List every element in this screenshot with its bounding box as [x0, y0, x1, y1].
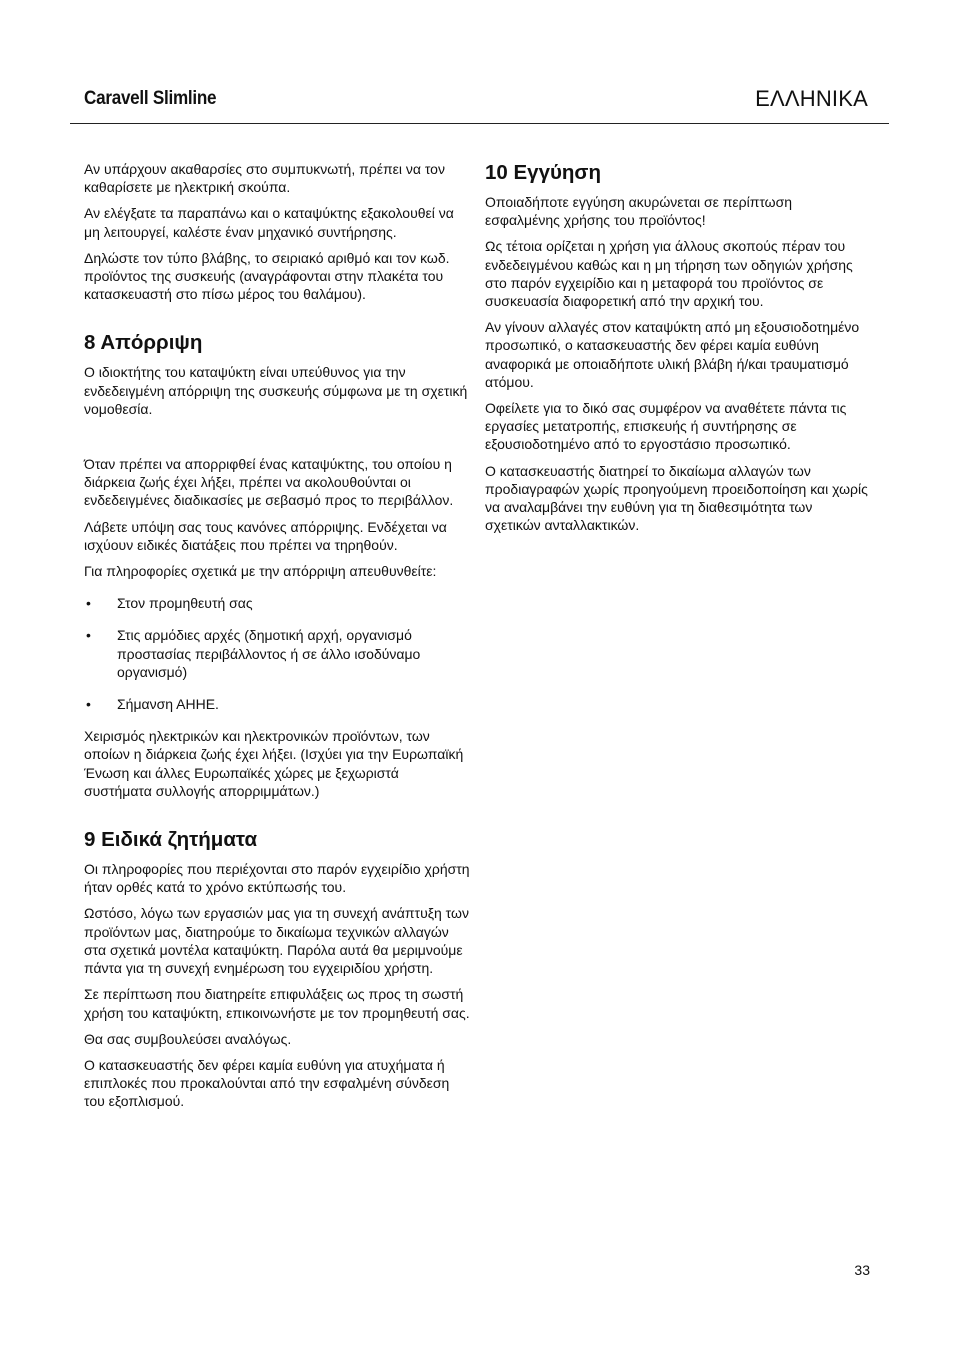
section-10-paragraph: Αν γίνουν αλλαγές στον καταψύκτη από μη εξουσιοδοτημένο προσωπικό, ο κατασκευαστής δεν φέρει καμία ευθύνη αναφορικά με οποιαδήποτε υλική βλάβη ή/και τραυματισμό ατόμου. — [485, 319, 860, 390]
right-column — [485, 160, 870, 542]
section-8-paragraph: Χειρισμός ηλεκτρικών και ηλεκτρονικών προϊόντων, των οποίων η διάρκεια ζωής έχει λήξει. (Ισχύει για την Ευρωπαϊκή Ένωση και άλλες Ευρωπαϊκές χώρες με ξεχωριστά συστήματα συλλογής απορριμμάτων.) — [84, 728, 464, 799]
left-column — [84, 160, 470, 1119]
page-number: 33 — [854, 1262, 870, 1278]
section-10-title: 10 Εγγύηση — [485, 161, 601, 184]
header-language: ΕΛΛΗΝΙΚΑ — [755, 86, 868, 111]
bullet-text: Στις αρμόδιες αρχές (δημοτική αρχή, οργανισμό προστασίας περιβάλλοντος ή σε άλλο ισοδύναμο οργανισμό) — [117, 627, 421, 680]
section-8-paragraph: Όταν πρέπει να απορριφθεί ένας καταψύκτης, του οποίου η διάρκεια ζωής έχει λήξει, πρέπει να ακολουθούνται οι ενδεδειγμένες διαδικασίες με σεβασμό προς το περιβάλλον. — [84, 456, 454, 509]
section-10-paragraph: Οφείλετε για το δικό σας συμφέρον να αναθέτετε πάντα τις εργασίες μετατροπής, επισκευής ή συντήρησης σε εξουσιοδοτημένο από το εργοστάσιο προσωπικό. — [485, 400, 847, 453]
section-8-paragraph: Για πληροφορίες σχετικά με την απόρριψη απευθυνθείτε: — [84, 563, 437, 580]
bullet-item — [84, 626, 470, 681]
section-8-title: 8 Απόρριψη — [84, 331, 203, 355]
bullet-item — [84, 594, 470, 612]
bullet-text: Στον προμηθευτή σας — [117, 595, 253, 612]
intro-paragraph: Αν ελέγξατε τα παραπάνω και ο καταψύκτης εξακολουθεί να μη λειτουργεί, καλέστε έναν μηχανικό συντήρησης. — [84, 205, 454, 240]
header-product-name: Caravell Slimline — [84, 88, 217, 109]
bullet-dot-icon: • — [86, 595, 91, 612]
bullet-text: Σήμανση ΑΗΗΕ. — [117, 696, 219, 713]
header-divider — [70, 123, 889, 124]
section-9-title: 9 Ειδικά ζητήματα — [84, 828, 258, 852]
intro-paragraph: Αν υπάρχουν ακαθαρσίες στο συμπυκνωτή, πρέπει να τον καθαρίσετε με ηλεκτρική σκούπα. — [84, 161, 445, 196]
paragraph-gap — [84, 426, 470, 455]
section-9-paragraph: Ο κατασκευαστής δεν φέρει καμία ευθύνη για ατυχήματα ή επιπλοκές που προκαλούνται από την εσφαλμένη σύνδεση του εξοπλισμού. — [84, 1056, 450, 1110]
section-8-paragraph: Ο ιδιοκτήτης του καταψύκτη είναι υπεύθυνος για την ενδεδειγμένη απόρριψη της συσκευής σύμφωνα με τη σχετική νομοθεσία. — [84, 364, 468, 417]
section-10-paragraph: Ο κατασκευαστής διατηρεί το δικαίωμα αλλαγών των προδιαγραφών χωρίς προηγούμενη προειδοποίηση και χωρίς να αναλαμβάνει την ευθύνη για τη διαθεσιμότητα των σχετικών ανταλλακτικών. — [485, 462, 868, 534]
section-10-paragraph: Οποιαδήποτε εγγύηση ακυρώνεται σε περίπτωση εσφαλμένης χρήσης του προϊόντος! — [485, 194, 793, 229]
bullet-dot-icon: • — [86, 627, 91, 644]
section-spacer — [84, 808, 470, 827]
section-10-paragraph: Ως τέτοια ορίζεται η χρήση για άλλους σκοπούς πέραν του ενδεδειγμένου καθώς και η μη τήρηση των οδηγιών χρήσης στο παρόν εγχειρίδιο και η μεταφορά του προϊόντος σε συσκευασία διαφορετική από την αρχική του. — [485, 238, 853, 310]
section-spacer — [84, 311, 470, 330]
section-9-paragraph: Θα σας συμβουλεύσει αναλόγως. — [84, 1030, 292, 1047]
section-8-paragraph: Λάβετε υπόψη σας τους κανόνες απόρριψης. Ενδέχεται να ισχύουν ειδικές διατάξεις που πρέπει να τηρηθούν. — [84, 518, 447, 553]
intro-paragraph: Δηλώστε τον τύπο βλάβης, το σειριακό αριθμό και τον κωδ. προϊόντος της συσκευής (αναγράφονται στην πλακέτα του κατασκευαστή στο πίσω μέρος του θαλάμου). — [84, 249, 450, 303]
bullet-dot-icon: • — [86, 696, 91, 713]
section-9-paragraph: Ωστόσο, λόγω των εργασιών μας για τη συνεχή ανάπτυξη των προϊόντων μας, διατηρούμε το δικαίωμα τεχνικών αλλαγών στα σχετικά μοντέλα καταψύκτη. Παρόλα αυτά θα μεριμνούμε πάντα για τη συνεχή ενημέρωση του εγχειριδίου χρήστη. — [84, 905, 469, 977]
section-9-paragraph: Οι πληροφορίες που περιέχονται στο παρόν εγχειρίδιο χρήστη ήταν ορθές κατά το χρόνο εκτύπωσής του. — [84, 861, 470, 896]
section-9-paragraph: Σε περίπτωση που διατηρείτε επιφυλάξεις ως προς τη σωστή χρήση του καταψύκτη, επικοινωνήστε με τον προμηθευτή σας. — [84, 986, 470, 1021]
bullet-item — [84, 695, 470, 713]
